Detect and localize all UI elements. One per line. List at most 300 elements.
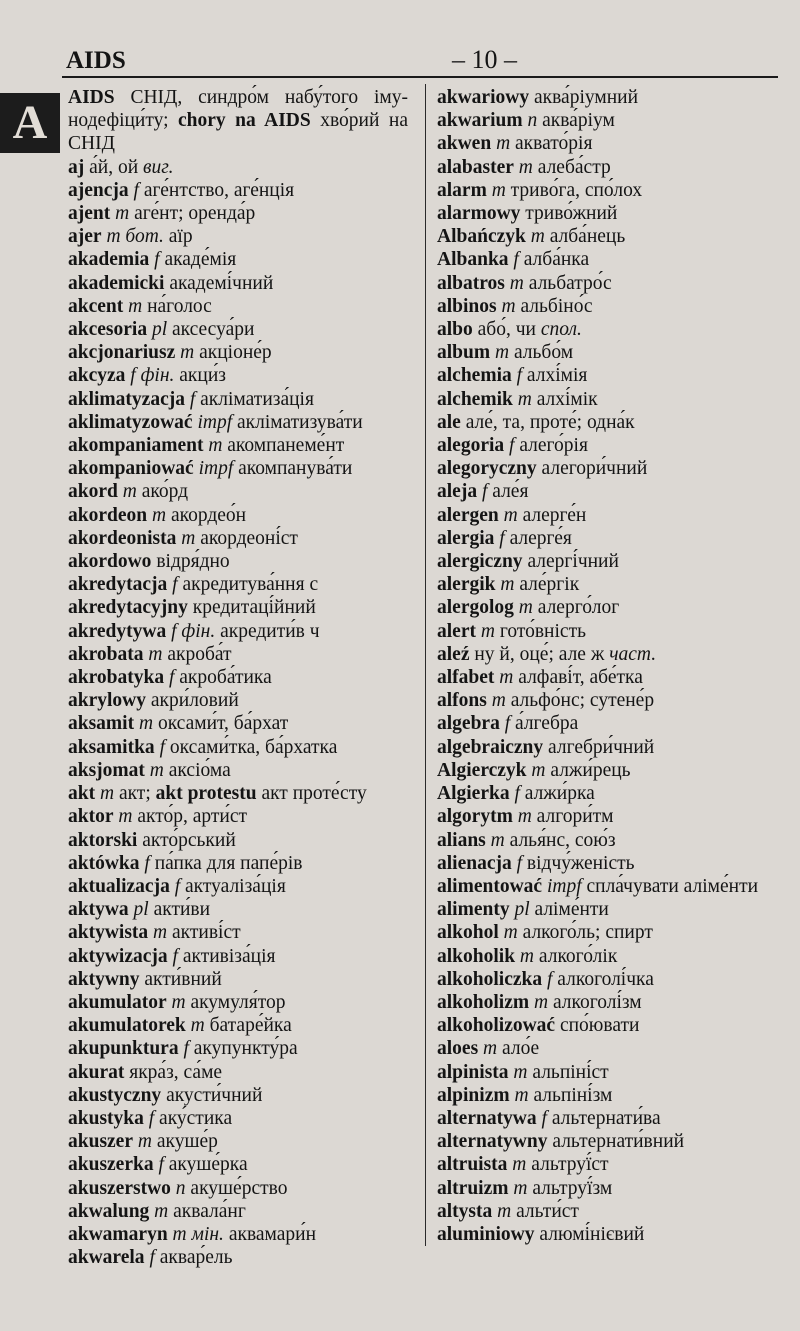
entry-grammar: f: [172, 574, 178, 596]
dictionary-entry: [68, 457, 408, 480]
dictionary-entry: [437, 689, 782, 712]
entry-translation: алеба́стр: [532, 156, 611, 178]
dictionary-entry: [68, 782, 408, 805]
entry-headword: akredytywa: [68, 620, 167, 642]
entry-grammar: m: [514, 1084, 529, 1106]
column-divider: [425, 84, 426, 1246]
dictionary-entry: [437, 480, 782, 503]
entry-headword: akcjonariusz: [68, 342, 176, 364]
entry-grammar: m: [208, 435, 223, 457]
entry-phrase: chory na AIDS: [178, 110, 311, 132]
entry-grammar: m: [491, 690, 506, 712]
entry-grammar: m: [106, 226, 121, 248]
entry-headword: aloes: [437, 1038, 479, 1060]
entry-translation: аква́ріум: [537, 110, 615, 132]
entry-grammar: m: [153, 922, 168, 944]
entry-translation: акуше́рство: [185, 1177, 288, 1199]
entry-phrase: akt protestu: [155, 783, 257, 805]
entry-headword: akwalung: [68, 1200, 150, 1222]
entry-translation: алюмі́нієвий: [534, 1223, 645, 1245]
entry-translation: кредитаці́йний: [187, 597, 316, 619]
entry-translation: якра́з, са́ме: [124, 1061, 223, 1083]
entry-headword: alfons: [437, 690, 487, 712]
entry-grammar: f: [514, 783, 520, 805]
entry-grammar: n: [527, 110, 538, 132]
dictionary-entry: [68, 1130, 408, 1153]
dictionary-entry: [437, 921, 782, 944]
entry-translation: алфаві́т, абе́тка: [513, 667, 643, 689]
entry-translation: алба́нець: [544, 226, 626, 248]
entry-grammar: m: [518, 597, 533, 619]
entry-headword: akrobatyka: [68, 667, 165, 689]
entry-grammar: f: [130, 365, 136, 387]
entry-translation: аку́стика: [154, 1107, 233, 1129]
entry-translation: СНІД, синдро́м набу́того імунодефіци́ту;: [68, 87, 408, 132]
dictionary-entry: [437, 666, 782, 689]
entry-translation: а́лгебра: [510, 713, 579, 735]
right-column: [437, 86, 782, 1246]
entry-grammar: f: [172, 945, 178, 967]
dictionary-entry: [68, 596, 408, 619]
entry-note: мін.: [191, 1223, 224, 1245]
entry-headword: alpinista: [437, 1061, 509, 1083]
entry-headword: akordeonista: [68, 527, 177, 549]
entry-headword: aleja: [437, 481, 478, 503]
entry-translation: алегори́чний: [536, 458, 648, 480]
entry-translation: триво́га, спо́лох: [505, 179, 643, 201]
entry-grammar: m: [148, 643, 163, 665]
entry-translation: альбатро́с: [523, 272, 612, 294]
entry-translation: алжи́рець: [545, 759, 631, 781]
dictionary-entry: [437, 411, 782, 434]
dictionary-entry: [68, 1223, 408, 1246]
entry-translation: аїр: [163, 226, 193, 248]
entry-translation: алкоголі́чка: [552, 968, 654, 990]
entry-headword: aktywizacja: [68, 945, 168, 967]
entry-translation: альпіні́ст: [527, 1061, 609, 1083]
dictionary-entry: [68, 156, 408, 179]
page-number: – 10 –: [452, 45, 517, 74]
entry-grammar: f: [546, 968, 553, 990]
entry-headword: akcesoria: [68, 319, 148, 341]
entry-headword: akwarela: [68, 1247, 145, 1269]
entry-grammar: m: [517, 806, 532, 828]
entry-grammar: m: [509, 272, 524, 294]
dictionary-entry: [68, 1107, 408, 1130]
entry-translation: а́й, ой: [84, 156, 144, 178]
entry-headword: ajent: [68, 203, 111, 225]
dictionary-entry: [68, 1177, 408, 1200]
entry-translation: гото́вність: [494, 620, 586, 642]
entry-grammar: m: [118, 806, 133, 828]
dictionary-entry: [68, 1061, 408, 1084]
dictionary-entry: [68, 573, 408, 596]
entry-headword: altruizm: [437, 1177, 509, 1199]
entry-grammar: f: [499, 527, 505, 549]
entry-headword: aktor: [68, 806, 114, 828]
entry-translation: відря́дно: [151, 551, 230, 573]
dictionary-entry: [437, 643, 782, 666]
entry-translation: аксесуа́ри: [167, 319, 255, 341]
entry-translation: акроба́т: [162, 643, 232, 665]
dictionary-entry: [437, 898, 782, 921]
entry-translation: аге́нтство, аге́нція: [138, 179, 295, 201]
dictionary-entry: [68, 968, 408, 991]
entry-headword: alergolog: [437, 597, 514, 619]
dictionary-entry: [437, 991, 782, 1014]
entry-translation: аквар́ель: [154, 1247, 233, 1269]
entry-headword: akuszerka: [68, 1154, 154, 1176]
entry-grammar: m: [122, 481, 137, 503]
dictionary-entry: [437, 341, 782, 364]
dictionary-entry: [437, 388, 782, 411]
letter-tab: A: [0, 93, 60, 153]
dictionary-entry: [68, 736, 408, 759]
entry-headword: alert: [437, 620, 476, 642]
dictionary-entry: [68, 411, 408, 434]
entry-note: фін.: [140, 365, 175, 387]
entry-headword: akustyczny: [68, 1084, 162, 1106]
entry-grammar: m: [499, 667, 514, 689]
entry-translation: але́, та, проте́; одна́к: [460, 411, 635, 433]
dictionary-entry: [437, 109, 782, 132]
dictionary-entry: [68, 805, 408, 828]
entry-headword: alergen: [437, 504, 499, 526]
entry-translation: акліматиза́ція: [195, 388, 314, 410]
entry-note: фін.: [181, 620, 216, 642]
entry-translation: або́, чи: [472, 319, 541, 341]
entry-note: бот.: [125, 226, 164, 248]
entry-translation: алья́нс, сою́з: [504, 829, 616, 851]
entry-grammar: f: [504, 713, 511, 735]
entry-grammar: m: [512, 1154, 527, 1176]
dictionary-entry: [68, 179, 408, 202]
dictionary-entry: [437, 1037, 782, 1060]
entry-headword: akupunktura: [68, 1038, 179, 1060]
dictionary-entry: [68, 388, 408, 411]
entry-grammar: f: [149, 1247, 155, 1269]
entry-translation: алба́нка: [518, 249, 590, 271]
entry-headword: alarm: [437, 179, 487, 201]
entry-headword: aktywa: [68, 899, 129, 921]
entry-headword: akt: [68, 783, 96, 805]
entry-headword: alchemik: [437, 388, 513, 410]
dictionary-entry: [437, 202, 782, 225]
dictionary-entry: [437, 248, 782, 271]
entry-grammar: m: [138, 713, 154, 735]
entry-grammar: f: [144, 852, 150, 874]
entry-headword: aluminiowy: [437, 1223, 535, 1245]
dictionary-entry: [68, 1037, 408, 1060]
entry-grammar: m: [513, 1061, 528, 1083]
dictionary-entry: [68, 527, 408, 550]
entry-grammar: f: [516, 852, 523, 874]
entry-translation: акуше́рка: [163, 1154, 248, 1176]
entry-translation: спо́ювати: [555, 1015, 640, 1037]
dictionary-entry: [437, 736, 782, 759]
dictionary-entry: [437, 156, 782, 179]
entry-headword: Albańczyk: [437, 226, 526, 248]
entry-translation: оксами́тка, ба́рхатка: [164, 736, 338, 758]
entry-headword: akurat: [68, 1061, 125, 1083]
dictionary-entry: [68, 364, 408, 387]
entry-grammar: f: [154, 249, 160, 271]
entry-grammar: f: [481, 481, 488, 503]
entry-headword: Albanka: [437, 249, 509, 271]
dictionary-entry: [437, 596, 782, 619]
entry-headword: altruista: [437, 1154, 508, 1176]
entry-translation: акумуля́тор: [185, 991, 286, 1013]
entry-grammar: m: [149, 759, 164, 781]
entry-translation: альтернати́ва: [546, 1107, 661, 1129]
entry-grammar: m: [500, 574, 515, 596]
dictionary-entry: [68, 1153, 408, 1176]
dictionary-entry: [68, 945, 408, 968]
dictionary-entry: [68, 921, 408, 944]
running-head-word: AIDS: [66, 47, 126, 74]
entry-headword: aksamit: [68, 713, 135, 735]
entry-translation: акуше́р: [151, 1131, 218, 1153]
left-column: [68, 86, 408, 1269]
entry-headword: alpinizm: [437, 1084, 510, 1106]
entry-phrase-translation: акт проте́сту: [256, 783, 367, 805]
dictionary-entry: [68, 504, 408, 527]
entry-translation: але́ргік: [514, 574, 580, 596]
entry-translation: активі́ст: [167, 922, 241, 944]
dictionary-entry: [437, 1200, 782, 1223]
entry-grammar: f: [133, 179, 139, 201]
entry-translation: алгебри́чний: [543, 736, 655, 758]
dictionary-entry: [437, 86, 782, 109]
entry-translation: актуаліза́ція: [180, 875, 286, 897]
dictionary-entry: [437, 225, 782, 248]
entry-translation: алкого́лік: [534, 945, 618, 967]
entry-headword: aksjomat: [68, 759, 145, 781]
entry-translation: алерге́я: [504, 527, 572, 549]
entry-translation: аге́нт; оренда́р: [129, 203, 256, 225]
entry-grammar: m: [172, 1223, 187, 1245]
entry-translation: акт;: [114, 783, 156, 805]
dictionary-entry: [68, 480, 408, 503]
dictionary-entry: [68, 991, 408, 1014]
entry-headword: aktywista: [68, 922, 149, 944]
entry-headword: alimentować: [437, 875, 543, 897]
entry-grammar: m: [151, 504, 167, 526]
entry-grammar: m: [180, 342, 195, 364]
dictionary-entry: [68, 875, 408, 898]
entry-headword: alkoholizm: [437, 991, 530, 1013]
entry-grammar: m: [154, 1200, 169, 1222]
dictionary-entry: [437, 875, 782, 898]
dictionary-entry: [437, 1014, 782, 1037]
entry-translation: алгори́тм: [531, 806, 614, 828]
entry-grammar: m: [494, 342, 510, 364]
entry-phrase-translation: хво́рий на СНІД: [68, 110, 408, 155]
entry-grammar: m: [501, 295, 516, 317]
dictionary-entry: [68, 295, 408, 318]
entry-note: виг.: [143, 156, 174, 178]
entry-translation: алжи́рка: [519, 783, 595, 805]
dictionary-entry: [437, 318, 782, 341]
entry-grammar: f: [541, 1107, 547, 1129]
dictionary-entry: [68, 689, 408, 712]
dictionary-entry: [437, 434, 782, 457]
header-rule: [62, 76, 778, 78]
entry-headword: alkoholizować: [437, 1015, 556, 1037]
entry-headword: akrobata: [68, 643, 144, 665]
entry-grammar: pl: [133, 899, 149, 921]
entry-translation: акти́ви: [148, 899, 211, 921]
entry-headword: albo: [437, 319, 473, 341]
entry-translation: алкого́ль; спирт: [517, 922, 653, 944]
entry-grammar: f: [158, 1154, 164, 1176]
page-header: [66, 47, 778, 77]
entry-headword: akademia: [68, 249, 150, 271]
entry-translation: аксіо́ма: [163, 759, 231, 781]
dictionary-entry: [68, 225, 408, 248]
entry-grammar: m: [491, 179, 506, 201]
entry-headword: aleź: [437, 643, 470, 665]
entry-headword: alarmowy: [437, 203, 521, 225]
dictionary-entry: [437, 573, 782, 596]
dictionary-entry: [437, 295, 782, 318]
dictionary-entry: [68, 1246, 408, 1269]
entry-headword: albinos: [437, 295, 497, 317]
entry-grammar: m: [519, 945, 535, 967]
dictionary-entry: [437, 457, 782, 480]
dictionary-entry: [437, 1153, 782, 1176]
entry-translation: альбо́м: [509, 342, 574, 364]
entry-translation: альпіні́зм: [528, 1084, 613, 1106]
entry-grammar: pl: [514, 899, 530, 921]
entry-headword: album: [437, 342, 491, 364]
entry-translation: акто́рський: [137, 829, 236, 851]
entry-translation: акри́ловий: [146, 690, 239, 712]
entry-grammar: m: [181, 527, 196, 549]
entry-translation: аквамари́н: [223, 1223, 317, 1245]
entry-headword: algebraiczny: [437, 736, 544, 758]
entry-headword: akredytacyjny: [68, 597, 188, 619]
dictionary-entry: [68, 643, 408, 666]
dictionary-entry: [437, 504, 782, 527]
entry-headword: altysta: [437, 1200, 493, 1222]
entry-note: спол.: [540, 319, 582, 341]
entry-headword: akustyka: [68, 1107, 144, 1129]
dictionary-entry: [437, 1084, 782, 1107]
entry-translation: аква́ріумний: [529, 87, 639, 108]
dictionary-entry: [68, 666, 408, 689]
entry-grammar: f: [509, 435, 515, 457]
entry-headword: alkoholiczka: [437, 968, 543, 990]
entry-translation: ну й, оце́; але ж: [469, 643, 610, 665]
entry-translation: акредитува́ння с: [177, 574, 319, 596]
entry-grammar: f: [513, 249, 519, 271]
entry-grammar: pl: [151, 319, 168, 341]
dictionary-entry: [68, 272, 408, 295]
entry-headword: aktualizacja: [68, 875, 170, 897]
entry-headword: alternatywny: [437, 1131, 548, 1153]
entry-grammar: m: [190, 1015, 205, 1037]
entry-translation: акліматизува́ти: [232, 411, 363, 433]
entry-translation: акордеоні́ст: [195, 527, 298, 549]
entry-grammar: f: [516, 365, 523, 387]
entry-headword: ajer: [68, 226, 102, 248]
entry-headword: alegoria: [437, 435, 505, 457]
entry-grammar: impf: [198, 458, 234, 480]
dictionary-entry: [437, 1177, 782, 1200]
entry-grammar: m: [115, 203, 130, 225]
entry-headword: aklimatyzacja: [68, 388, 185, 410]
entry-translation: акусти́чний: [161, 1084, 263, 1106]
entry-translation: триво́жний: [520, 203, 618, 225]
entry-headword: alienacja: [437, 852, 512, 874]
entry-translation: алего́рія: [514, 435, 588, 457]
entry-translation: алерго́лог: [532, 597, 620, 619]
entry-translation: акордео́н: [166, 504, 247, 526]
entry-grammar: m: [480, 620, 495, 642]
entry-headword: alkohol: [437, 922, 499, 944]
entry-headword: akwen: [437, 133, 492, 155]
entry-headword: ajencja: [68, 179, 129, 201]
entry-headword: algebra: [437, 713, 500, 735]
dictionary-entry: [437, 364, 782, 387]
entry-translation: альтруї́ст: [526, 1154, 609, 1176]
entry-translation: аквала́нг: [168, 1200, 246, 1222]
entry-translation: спла́чувати аліме́нти: [581, 875, 759, 897]
entry-translation: алкоголі́зм: [548, 991, 642, 1013]
dictionary-entry: [437, 712, 782, 735]
entry-headword: aktywny: [68, 968, 140, 990]
entry-grammar: f: [159, 736, 165, 758]
dictionary-entry: [437, 550, 782, 573]
entry-grammar: f: [168, 667, 175, 689]
entry-headword: akcyza: [68, 365, 126, 387]
entry-translation: ако́рд: [136, 481, 189, 503]
entry-translation: па́пка для папе́рів: [149, 852, 303, 874]
entry-translation: алхі́мік: [531, 388, 598, 410]
entry-headword: akwarium: [437, 110, 523, 132]
entry-translation: активіза́ція: [177, 945, 276, 967]
entry-grammar: f: [171, 620, 177, 642]
entry-headword: aksamitka: [68, 736, 155, 758]
entry-headword: akademicki: [68, 272, 165, 294]
dictionary-entry: [68, 620, 408, 643]
entry-translation: альбіно́с: [515, 295, 593, 317]
entry-grammar: impf: [197, 411, 233, 433]
dictionary-entry: [68, 318, 408, 341]
entry-headword: akord: [68, 481, 118, 503]
entry-note: част.: [609, 643, 657, 665]
dictionary-entry: [68, 434, 408, 457]
dictionary-entry: [68, 550, 408, 573]
entry-translation: акци́з: [174, 365, 226, 387]
entry-translation: акроба́тика: [174, 667, 272, 689]
entry-headword: alians: [437, 829, 486, 851]
entry-headword: alergiczny: [437, 551, 523, 573]
dictionary-entry: [437, 179, 782, 202]
dictionary-entry: [68, 829, 408, 852]
entry-headword: alimenty: [437, 899, 510, 921]
entry-grammar: f: [189, 388, 196, 410]
entry-headword: akompaniament: [68, 435, 204, 457]
entry-translation: але́я: [487, 481, 529, 503]
dictionary-entry: [437, 1130, 782, 1153]
entry-grammar: m: [530, 226, 545, 248]
entry-translation: академі́чний: [164, 272, 274, 294]
entry-translation: на́голос: [142, 295, 212, 317]
dictionary-entry: [68, 202, 408, 225]
entry-headword: albatros: [437, 272, 505, 294]
